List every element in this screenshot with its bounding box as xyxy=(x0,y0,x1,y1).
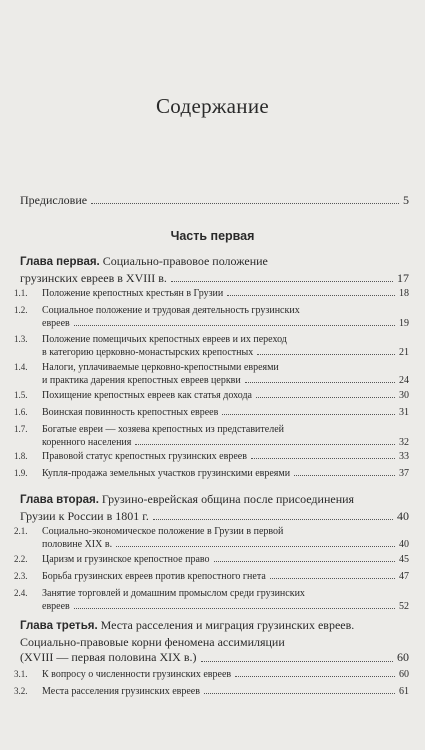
section-title: и практика дарения крепостных евреев церкви xyxy=(42,375,241,386)
section-title: Богатые евреи — хозяева крепостных из представителей xyxy=(42,424,284,435)
toc-page-number: 19 xyxy=(399,318,409,329)
toc-section-1-7[interactable] xyxy=(14,423,409,449)
toc-section-1-2[interactable] xyxy=(14,304,409,330)
section-title: К вопросу о численности грузинских евреев xyxy=(42,669,232,680)
dot-leader xyxy=(74,325,395,326)
section-title: Занятие торговлей и домашним промыслом среди грузинских xyxy=(42,588,305,599)
chapter-heading: Глава третья. xyxy=(20,620,98,632)
toc-page-number: 45 xyxy=(399,554,409,565)
chapter-title-line: Места расселения и миграция грузинских евреев. xyxy=(100,618,355,632)
dot-leader xyxy=(222,414,395,415)
toc-page-number: 5 xyxy=(403,193,409,207)
chapter-title-line: Грузино-еврейская община после присоединения xyxy=(101,492,355,506)
toc-section-3-1[interactable] xyxy=(14,668,409,681)
toc-section-1-1[interactable] xyxy=(14,287,409,300)
section-number: 1.6. xyxy=(14,407,28,417)
toc-page-number: 52 xyxy=(399,601,409,612)
chapter-title-line: Социально-правовое положение xyxy=(102,254,268,268)
part-heading: Часть первая xyxy=(170,229,255,243)
toc-entry-preface[interactable] xyxy=(20,193,409,208)
toc-page-number: 32 xyxy=(399,437,409,448)
dot-leader xyxy=(135,444,395,445)
toc-page-number: 21 xyxy=(399,347,409,358)
toc-page-number: 33 xyxy=(399,451,409,462)
toc-page-number: 40 xyxy=(397,508,409,523)
dot-leader xyxy=(153,519,393,520)
section-number: 3.2. xyxy=(14,686,28,696)
section-title: коренного населения xyxy=(42,437,132,448)
section-title: евреев xyxy=(42,601,70,612)
section-number: 1.3. xyxy=(14,334,28,344)
section-title: Борьба грузинских евреев против крепостного гнета xyxy=(42,571,266,582)
dot-leader xyxy=(227,295,395,296)
section-number: 2.1. xyxy=(14,526,28,536)
chapter-title-line: Социально-правовые корни феномена ассимиляции xyxy=(20,634,285,649)
toc-section-3-2[interactable] xyxy=(14,685,409,698)
toc-page-number: 30 xyxy=(399,390,409,401)
section-number: 1.1. xyxy=(14,288,28,298)
toc-page-number: 18 xyxy=(399,288,409,299)
chapter-title-line: грузинских евреев в XVIII в. xyxy=(20,270,167,285)
dot-leader xyxy=(91,203,399,204)
section-number: 2.2. xyxy=(14,554,28,564)
dot-leader xyxy=(116,546,395,547)
toc-section-1-5[interactable] xyxy=(14,389,409,402)
section-number: 1.8. xyxy=(14,451,28,461)
dot-leader xyxy=(201,661,394,662)
dot-leader xyxy=(74,608,395,609)
section-title: Царизм и грузинское крепостное право xyxy=(42,554,210,565)
toc-section-2-2[interactable] xyxy=(14,553,409,566)
section-title: Социально-экономическое положение в Грузии в первой xyxy=(42,526,284,537)
section-title: Налоги, уплачиваемые церковно-крепостными евреями xyxy=(42,362,279,373)
toc-chapter-2[interactable] xyxy=(20,492,409,524)
toc-section-2-1[interactable] xyxy=(14,525,409,551)
toc-page-number: 60 xyxy=(397,650,409,664)
section-number: 1.5. xyxy=(14,390,28,400)
toc-section-2-3[interactable] xyxy=(14,570,409,583)
section-title: в категорию церковно-монастырских крепостных xyxy=(42,347,254,358)
section-title: Воинская повинность крепостных евреев xyxy=(42,407,219,418)
toc-section-1-8[interactable] xyxy=(14,450,409,463)
section-title: Места расселения грузинских евреев xyxy=(42,686,200,697)
dot-leader xyxy=(294,475,395,476)
chapter-title-line: (XVIII — первая половина XIX в.) xyxy=(20,650,197,664)
section-title: евреев xyxy=(42,318,70,329)
toc-section-1-3[interactable] xyxy=(14,333,409,359)
section-number: 1.2. xyxy=(14,305,28,315)
section-number: 1.7. xyxy=(14,424,28,434)
chapter-heading: Глава первая. xyxy=(20,256,100,268)
dot-leader xyxy=(171,281,393,282)
toc-section-1-6[interactable] xyxy=(14,406,409,419)
toc-page-number: 40 xyxy=(399,539,409,550)
section-title: Положение помещичьих крепостных евреев и их переход xyxy=(42,334,287,345)
toc-section-1-4[interactable] xyxy=(14,361,409,387)
dot-leader xyxy=(251,458,395,459)
toc-page-number: 47 xyxy=(399,571,409,582)
toc-page-number: 37 xyxy=(399,468,409,479)
section-number: 1.4. xyxy=(14,362,28,372)
toc-page-number: 31 xyxy=(399,407,409,418)
dot-leader xyxy=(257,354,395,355)
toc-page-number: 61 xyxy=(399,686,409,697)
page-title: Содержание xyxy=(155,94,270,118)
section-title: Положение крепостных крестьян в Грузии xyxy=(42,288,224,299)
section-number: 2.4. xyxy=(14,588,28,598)
toc-entry-label: Предисловие xyxy=(20,193,88,207)
dot-leader xyxy=(214,561,395,562)
toc-page-number: 24 xyxy=(399,375,409,386)
toc-page-number: 60 xyxy=(399,669,409,680)
dot-leader xyxy=(245,382,395,383)
toc-chapter-3[interactable] xyxy=(20,618,409,666)
section-number: 3.1. xyxy=(14,669,28,679)
section-title: Купля-продажа земельных участков грузинскими евреями xyxy=(42,468,291,479)
section-title: Похищение крепостных евреев как статья дохода xyxy=(42,390,252,401)
toc-page-number: 17 xyxy=(397,270,409,285)
dot-leader xyxy=(270,578,395,579)
dot-leader xyxy=(204,693,395,694)
chapter-title-line: Грузии к России в 1801 г. xyxy=(20,508,149,523)
toc-chapter-1[interactable] xyxy=(20,254,409,286)
chapter-heading: Глава вторая. xyxy=(20,494,99,506)
toc-section-2-4[interactable] xyxy=(14,587,409,613)
section-title: Правовой статус крепостных грузинских евреев xyxy=(42,451,247,462)
section-title: половине XIX в. xyxy=(42,539,113,550)
section-number: 1.9. xyxy=(14,468,28,478)
dot-leader xyxy=(256,397,395,398)
toc-section-1-9[interactable] xyxy=(14,467,409,480)
section-number: 2.3. xyxy=(14,571,28,581)
dot-leader xyxy=(235,676,395,677)
section-title: Социальное положение и трудовая деятельность грузинских xyxy=(42,305,300,316)
